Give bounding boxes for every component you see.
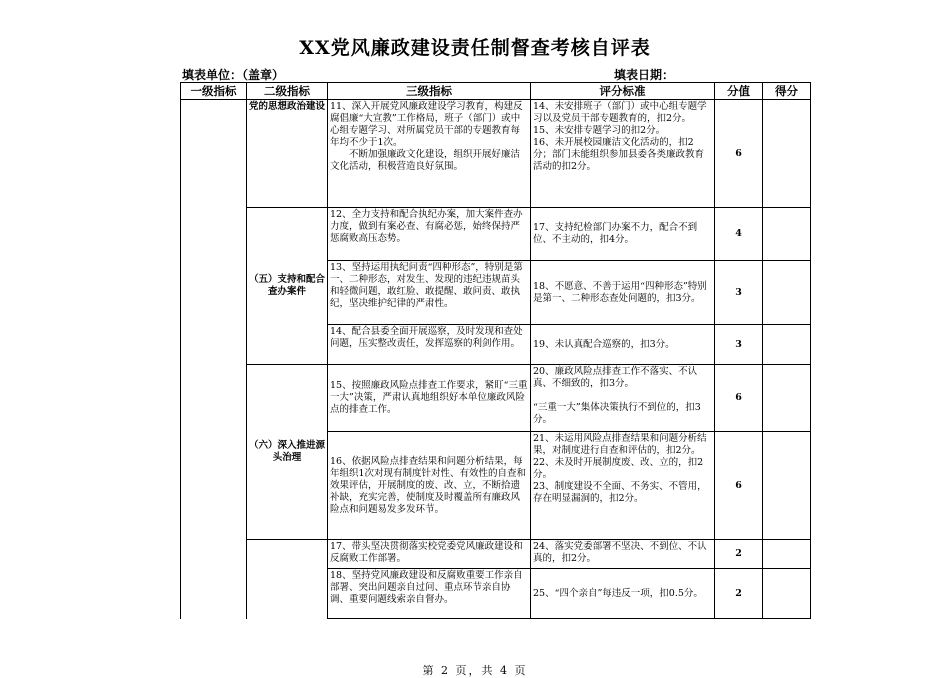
level3-cell: 14、配合县委全面开展巡察，及时发现和查处问题，压实整改责任，发挥巡察的利剑作用。 [328,325,531,365]
level2-cell: （五）支持和配合查办案件 [247,208,328,365]
fill-date-label: 填表日期： [614,68,675,82]
score-cell[interactable] [763,100,811,208]
points-cell: 3 [715,325,763,365]
points-cell: 2 [715,569,763,619]
criteria-cell: 24、落实党委部署不坚决、不到位、不认真的，扣2分。 [531,540,715,569]
score-cell[interactable] [763,261,811,325]
header-points: 分值 [715,83,763,100]
points-cell: 6 [715,432,763,540]
criteria-cell: 14、未安排班子（部门）或中心组专题学习以及党员干部专题教育的，扣2分。 15、未安排专题学习的扣2分。 16、未开展校园廉洁文化活动的，扣2分；部门未能组织参加县委各类廉政教育活动的扣2分。 [531,100,715,208]
table-row [181,540,811,569]
points-cell: 6 [715,365,763,432]
score-cell[interactable] [763,325,811,365]
level1-cell [181,540,247,619]
score-cell[interactable] [763,540,811,569]
header-score: 得分 [763,83,811,100]
header-level2: 二级指标 [247,83,328,100]
header-level3: 三级指标 [328,83,531,100]
points-cell: 4 [715,208,763,261]
level3-cell: 11、深入开展党风廉政建设学习教育，构建反腐倡廉“大宣教”工作格局，班子（部门）或中心组专题学习、对所属党员干部的专题教育每年均不少于1次。 不断加强廉政文化建设，组织开展好廉洁文化活动，积极营造良好氛围。 [328,100,531,208]
level3-cell: 12、全力支持和配合执纪办案，加大案件查办力度，做到有案必查、有腐必惩，始终保持严惩腐败高压态势。 [328,208,531,261]
header-level1: 一级指标 [181,83,247,100]
criteria-cell: 17、支持纪检部门办案不力，配合不到位、不主动的，扣4分。 [531,208,715,261]
level3-cell: 18、坚持党风廉政建设和反腐败重要工作亲自部署、突出问题亲自过问、重点环节亲自协调、重要问题线索亲自督办。 [328,569,531,619]
level3-cell: 15、按照廉政风险点排查工作要求，紧盯“三重一大”决策，严肃认真地组织好本单位廉政风险点的排查工作。 [328,365,531,432]
level3-cell: 13、坚持运用执纪问责“四种形态”，特别是第一、二种形态，对发生、发现的违纪违规苗头和轻微问题，敢红脸、敢提醒、敢问责、敢执纪，坚决维护纪律的严肃性。 [328,261,531,325]
score-cell[interactable] [763,208,811,261]
evaluation-table [180,82,811,619]
criteria-cell: 18、不愿意、不善于运用“四种形态”特别是第一、二种形态查处问题的，扣3分。 [531,261,715,325]
criteria-cell: 19、未认真配合巡察的，扣3分。 [531,325,715,365]
points-cell: 2 [715,540,763,569]
level3-cell: 17、带头坚决贯彻落实校党委党风廉政建设和反腐败工作部署。 [328,540,531,569]
page-footer: 第 2 页，共 4 页 [422,664,528,677]
criteria-cell: 25、“四个亲自”每违反一项，扣0.5分。 [531,569,715,619]
points-cell: 6 [715,100,763,208]
points-cell: 3 [715,261,763,325]
score-cell[interactable] [763,432,811,540]
level1-cell [181,100,247,540]
table-header-row [181,83,811,100]
criteria-cell: 20、廉政风险点排查工作不落实、不认真、不细致的，扣3分。 “三重一大”集体决策执行不到位的，扣3分。 [531,365,715,432]
fill-unit-label: 填表单位：（盖章） [182,68,285,82]
document-title: XX党风廉政建设责任制督查考核自评表 [299,37,651,59]
score-cell[interactable] [763,365,811,432]
header-criteria: 评分标准 [531,83,715,100]
table-row [181,100,811,208]
table-row [181,365,811,432]
criteria-cell: 21、未运用风险点排查结果和问题分析结果，对制度进行自查和评估的，扣2分。 22、未及时开展制度废、改、立的，扣2分。 23、制度建设不全面、不务实、不管用，存在明显漏洞的，扣2分。 [531,432,715,540]
level2-cell: （六）深入推进源头治理 [247,365,328,540]
score-cell[interactable] [763,569,811,619]
table-row [181,208,811,261]
level2-cell [247,540,328,619]
level2-cell: 党的思想政治建设 [247,100,328,208]
level3-cell: 16、依据风险点排查结果和问题分析结果，每年组织1次对现有制度针对性、有效性的自查和效果评估，开展制度的废、改、立，不断拾遗补缺，充实完善，使制度及时覆盖所有廉政风险点和问题易发多发环节。 [328,432,531,540]
